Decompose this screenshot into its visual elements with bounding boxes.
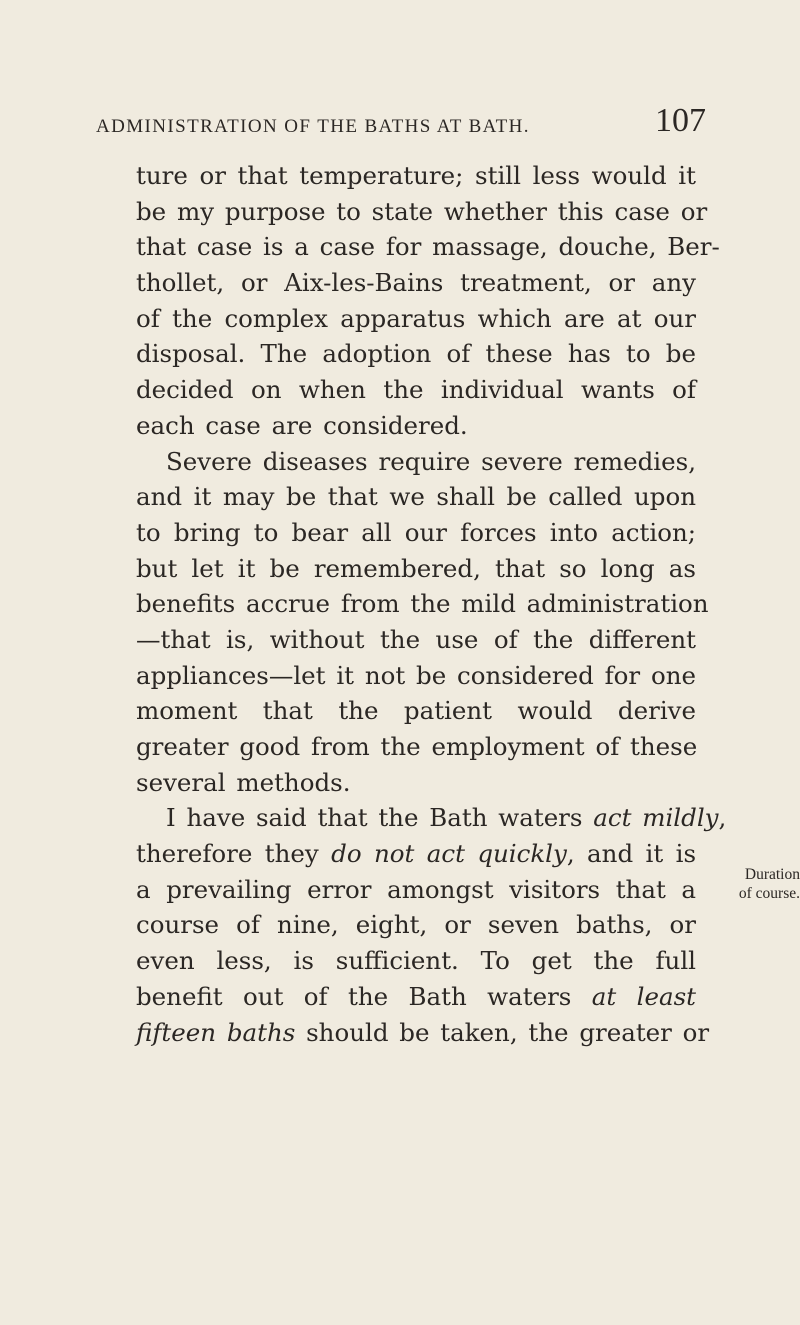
text-line — [136, 836, 696, 872]
text-line — [136, 979, 696, 1015]
margin-note-line: Duration — [744, 866, 800, 883]
text-run: , — [718, 803, 727, 833]
italic-text: do not act quickly — [331, 839, 567, 869]
italic-text: fifteen baths — [136, 1017, 296, 1047]
text-run: should be taken, the greater or — [295, 1017, 710, 1047]
text-line: and it may be that we shall be called upon — [136, 482, 696, 512]
margin-note-line: of course. — [738, 885, 800, 902]
page-number: 107 — [655, 102, 706, 139]
text-line — [136, 1015, 710, 1051]
text-line: Severe diseases require severe remedies, — [166, 446, 696, 476]
body-text — [136, 158, 727, 1050]
text-line: of the complex apparatus which are at our — [136, 303, 696, 333]
text-line: to bring to bear all our forces into action; — [136, 517, 696, 547]
text-line: ture or that temperature; still less would it — [136, 161, 696, 190]
text-line: greater good from the employment of these — [136, 732, 698, 761]
text-line: but let it be remembered, that so long as — [136, 553, 696, 583]
text-line: be my purpose to state whether this case or — [136, 196, 708, 226]
text-line: disposal. The adoption of these has to be — [136, 339, 696, 369]
text-line: course of nine, eight, or seven baths, or — [136, 910, 696, 940]
text-line — [136, 800, 727, 836]
italic-text: act mildly — [593, 803, 719, 833]
text-line: a prevailing error amongst visitors that a — [136, 874, 696, 904]
text-line: thollet, or Aix-les-Bains treatment, or any — [136, 268, 696, 298]
text-line: —that is, without the use of the different — [136, 624, 696, 654]
text-line: several methods. — [136, 767, 351, 797]
text-line: decided on when the individual wants of — [136, 375, 696, 405]
running-head: ADMINISTRATION OF THE BATHS AT BATH. — [96, 116, 530, 137]
text-run: benefit out of the Bath waters — [136, 981, 592, 1011]
text-line: moment that the patient would derive — [136, 696, 696, 726]
italic-text: at least — [591, 981, 696, 1011]
text-line: that case is a case for massage, douche, Ber- — [136, 232, 720, 262]
text-line: each case are considered. — [136, 410, 468, 440]
text-run: I have said that the Bath waters — [166, 803, 594, 833]
text-line: benefits accrue from the mild administration — [136, 589, 709, 619]
text-run: , and it is — [566, 839, 697, 869]
text-line: appliances—let it not be considered for one — [136, 660, 696, 690]
page-header — [96, 104, 706, 144]
text-run: therefore they — [136, 839, 332, 869]
margin-note — [708, 865, 800, 903]
text-line: even less, is sufficient. To get the full — [136, 946, 696, 976]
